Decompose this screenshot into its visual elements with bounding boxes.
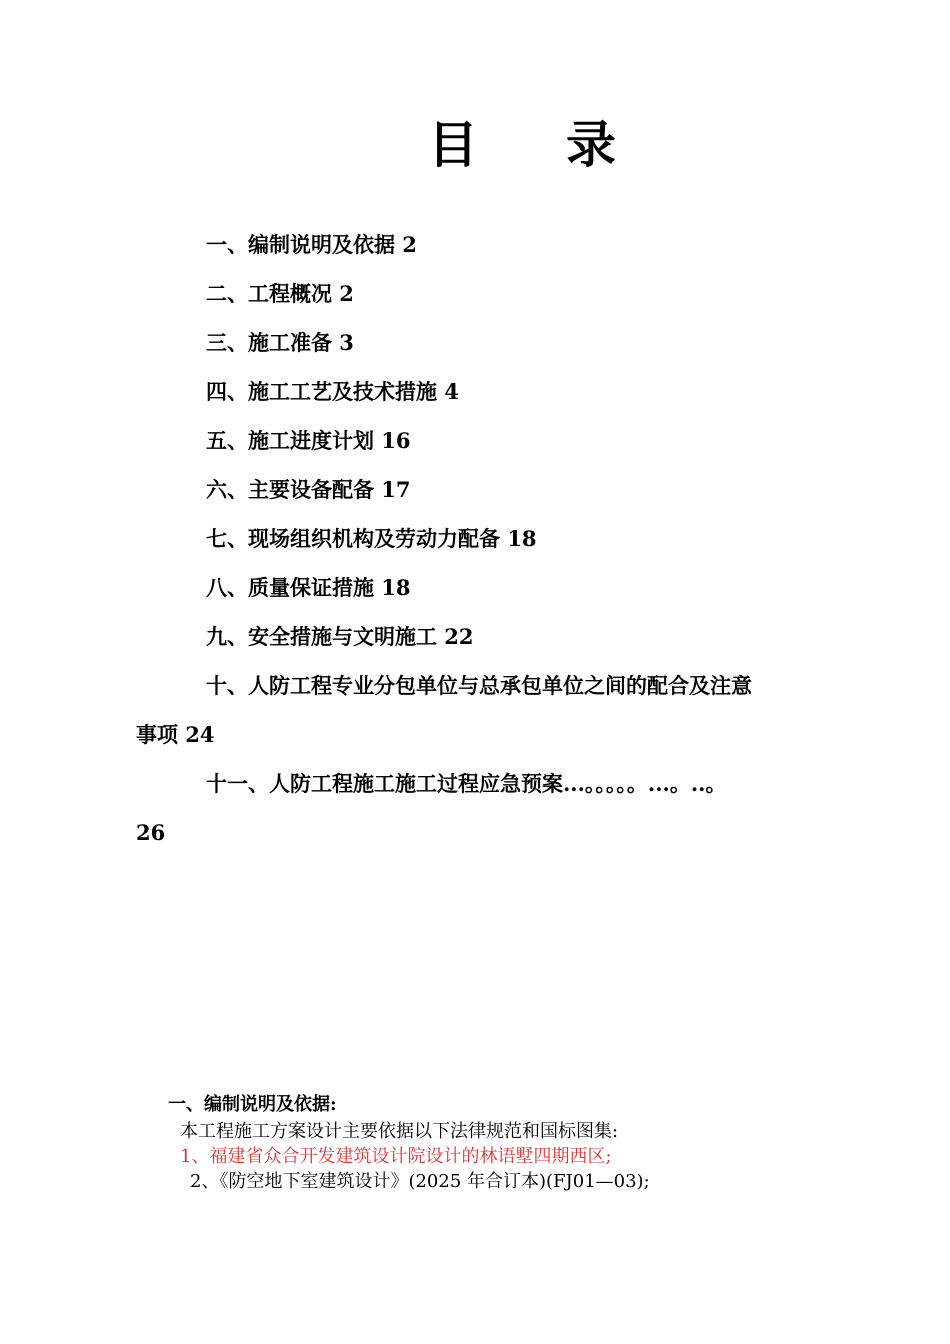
toc-item[interactable]: 六、主要设备配备 17: [206, 477, 411, 502]
basis-item-1-number: 1、: [180, 1146, 210, 1167]
toc-item[interactable]: 八、质量保证措施 18: [206, 575, 411, 600]
toc-item[interactable]: 四、施工工艺及技术措施 4: [206, 379, 459, 404]
basis-item-1: [180, 1142, 612, 1168]
toc-item[interactable]: 二、工程概况 2: [206, 281, 354, 306]
toc-item-11-line2[interactable]: 26: [136, 820, 166, 845]
title-char-1: 目: [428, 115, 478, 174]
table-of-contents: [136, 222, 856, 859]
section-intro: 本工程施工方案设计主要依据以下法律规范和国标图集:: [180, 1121, 619, 1142]
toc-item-11-line1[interactable]: 十一、人防工程施工施工过程应急预案...。。。。。...。..。: [206, 771, 727, 796]
basis-item-2: 2、《防空地下室建筑设计》(2025 年合订本)(FJ01—03);: [190, 1171, 650, 1192]
toc-item[interactable]: 三、施工准备 3: [206, 330, 354, 355]
toc-item-10-line1[interactable]: 十、人防工程专业分包单位与总承包单位之间的配合及注意: [206, 673, 752, 698]
toc-item[interactable]: 九、安全措施与文明施工 22: [206, 624, 474, 649]
title-char-2: 录: [566, 115, 616, 174]
basis-item-1-text: 福建省众合开发建筑设计院设计的林语墅四期西区;: [209, 1146, 612, 1167]
toc-item[interactable]: 七、现场组织机构及劳动力配备 18: [206, 526, 537, 551]
toc-item[interactable]: 一、编制说明及依据 2: [206, 232, 417, 257]
toc-item[interactable]: 五、施工进度计划 16: [206, 428, 411, 453]
section-heading: 一、编制说明及依据:: [168, 1094, 337, 1115]
toc-item-10-line2[interactable]: 事项 24: [136, 722, 215, 747]
